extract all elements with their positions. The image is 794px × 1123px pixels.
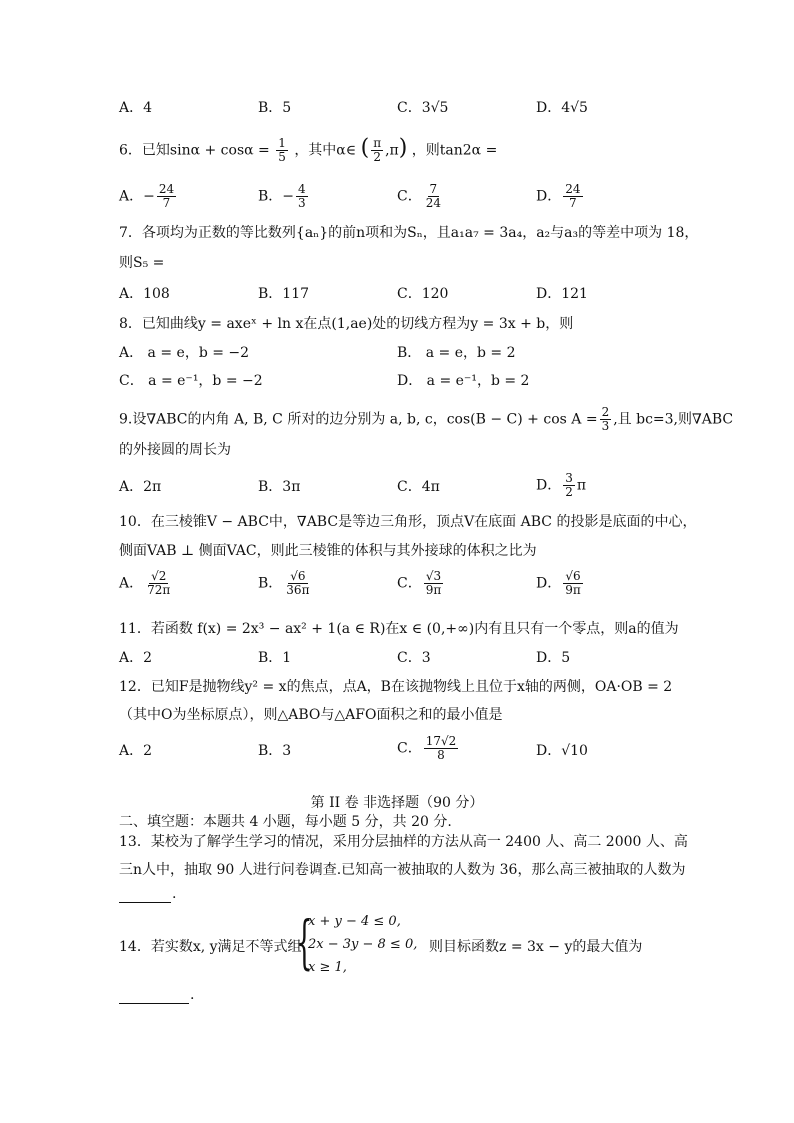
- option-d: D． $\frac{3}{2}$ π: [536, 471, 587, 499]
- option-d-fraction: $\frac{√6}{9\pi}$: [565, 569, 581, 597]
- question-9-line-2: 的外接圆的周长为: [119, 442, 231, 458]
- option-a: A．2: [119, 743, 153, 759]
- option-c: C． a = e⁻¹，b = −2: [119, 373, 263, 389]
- option-a: A．2π: [119, 479, 162, 495]
- section-heading: 第 II 卷 非选择题（90 分）: [310, 795, 484, 811]
- constraint-3: x ≥ 1,: [308, 960, 347, 975]
- option-b: B． a = e，b = 2: [397, 345, 516, 361]
- option-b: B．5: [258, 100, 292, 116]
- question-13-line-1: 13．某校为了解学生学习的情况，采用分层抽样的方法从高一 2400 人、高二 2000 人、高: [119, 834, 688, 850]
- option-b-fraction: $\frac{4}{3}$: [298, 182, 306, 210]
- question-14-pre: 14．若实数x, y满足不等式组: [119, 939, 302, 955]
- option-c: C． $\frac{7}{24}$: [397, 182, 441, 210]
- option-c: C． $\frac{√3}{9\pi}$: [397, 569, 442, 597]
- q9-text-tail: ,且 bc=3,则∇ABC: [613, 411, 734, 428]
- q6-prefix: 6．已知sinα + cosα =: [119, 142, 270, 159]
- constraint-2: 2x − 3y − 8 ≤ 0,: [308, 937, 418, 952]
- option-d: D． a = e⁻¹，b = 2: [397, 373, 530, 389]
- option-d: D．121: [536, 286, 588, 302]
- option-a-fraction: $\frac{√2}{72\pi}$: [147, 569, 171, 597]
- option-d: D．4√5: [536, 100, 588, 116]
- answer-blank-14[interactable]: [119, 1003, 189, 1004]
- option-b-fraction: $\frac{√6}{36\pi}$: [286, 569, 310, 597]
- option-c: C． $\frac{17√2}{8}$: [397, 734, 457, 762]
- system-brace: {: [296, 908, 313, 976]
- question-13-line-2: 三n人中，抽取 90 人进行问卷调查.已知高一被抽取的人数为 36，那么高三被抽取的人数为: [119, 862, 686, 878]
- option-a-fraction: $\frac{24}{7}$: [158, 182, 175, 210]
- option-c-fraction: $\frac{√3}{9\pi}$: [425, 569, 442, 597]
- question-11: 11．若函数 f(x) = 2x³ − ax² + 1(a ∈ R)在x ∈ (0,+∞)内有且只有一个零点，则a的值为: [119, 621, 679, 637]
- option-c: C．120: [397, 286, 449, 302]
- option-d: D．√10: [536, 743, 588, 759]
- question-6: [119, 137, 497, 164]
- option-c: C．4π: [397, 479, 440, 495]
- question-7-line-2: 则S₅ =: [119, 255, 165, 271]
- option-d: D． $\frac{24}{7}$: [536, 182, 581, 210]
- question-7-line-1: 7．各项均为正数的等比数列{aₙ}的前n项和为Sₙ，且a₁a₇ = 3a₄，a₂与a₃的等差中项为 18，: [119, 225, 699, 241]
- q14-period: .: [190, 987, 195, 1003]
- option-a: A．2: [119, 650, 153, 666]
- option-b: B．3π: [258, 479, 301, 495]
- option-d-fraction: $\frac{3}{2}$: [565, 471, 573, 499]
- q6-interval-fraction: $\frac{\pi}{2}$: [373, 136, 382, 164]
- q6-suffix: ，则tan2α =: [411, 142, 498, 159]
- option-c-fraction: $\frac{17√2}{8}$: [425, 734, 457, 762]
- q9-fraction: $\frac{2}{3}$: [601, 405, 610, 433]
- q9-text: 9.设∇ABC的内角 A, B, C 所对的边分别为 a, b, c，cos(B − C) + cos A =: [119, 411, 598, 428]
- option-b: B．− $\frac{4}{3}$: [258, 182, 306, 210]
- option-a: A． $\frac{√2}{72\pi}$: [119, 569, 171, 597]
- question-12-line-2: （其中O为坐标原点），则△ABO与△AFO面积之和的最小值是: [119, 707, 503, 723]
- option-c: C．3√5: [397, 100, 449, 116]
- constraint-1: x + y − 4 ≤ 0,: [308, 914, 401, 929]
- option-d: D．5: [536, 650, 571, 666]
- option-b: B．117: [258, 286, 310, 302]
- option-b: B．1: [258, 650, 292, 666]
- q13-period: .: [172, 886, 177, 902]
- option-b: B．3: [258, 743, 292, 759]
- q6-fraction: $\frac{1}{5}$: [278, 136, 286, 164]
- option-b: B． $\frac{√6}{36\pi}$: [258, 569, 310, 597]
- option-a: A． a = e，b = −2: [119, 345, 250, 361]
- q6-right-paren: ): [398, 135, 408, 161]
- option-c-fraction: $\frac{7}{24}$: [425, 182, 441, 210]
- q6-middle: ，其中α∈: [294, 142, 357, 159]
- option-d: D． $\frac{√6}{9\pi}$: [536, 569, 581, 597]
- q6-left-paren: (: [360, 135, 370, 161]
- question-8: 8．已知曲线y = axeˣ + ln x在点(1,ae)处的切线方程为y = 3x + b，则: [119, 316, 574, 332]
- answer-blank-13[interactable]: [119, 902, 171, 903]
- question-9-line-1: [119, 406, 733, 433]
- option-a: A．− $\frac{24}{7}$: [119, 182, 175, 210]
- question-10-line-1: 10．在三棱锥V − ABC中，∇ABC是等边三角形，顶点V在底面 ABC 的投影是底面的中心，: [119, 514, 697, 530]
- option-a: A．4: [119, 100, 153, 116]
- q6-interval-tail: ,π: [385, 142, 399, 159]
- part-2-instructions: 二、填空题：本题共 4 小题，每小题 5 分，共 20 分.: [119, 814, 452, 830]
- option-d-fraction: $\frac{24}{7}$: [565, 182, 581, 210]
- option-c: C．3: [397, 650, 431, 666]
- question-10-line-2: 侧面VAB ⊥ 侧面VAC，则此三棱锥的体积与其外接球的体积之比为: [119, 543, 537, 559]
- option-a: A．108: [119, 286, 170, 302]
- question-12-line-1: 12．已知F是抛物线y² = x的焦点，点A，B在该抛物线上且位于x轴的两侧，OA·OB = 2: [119, 679, 673, 695]
- question-14-post: 则目标函数z = 3x − y的最大值为: [429, 939, 643, 955]
